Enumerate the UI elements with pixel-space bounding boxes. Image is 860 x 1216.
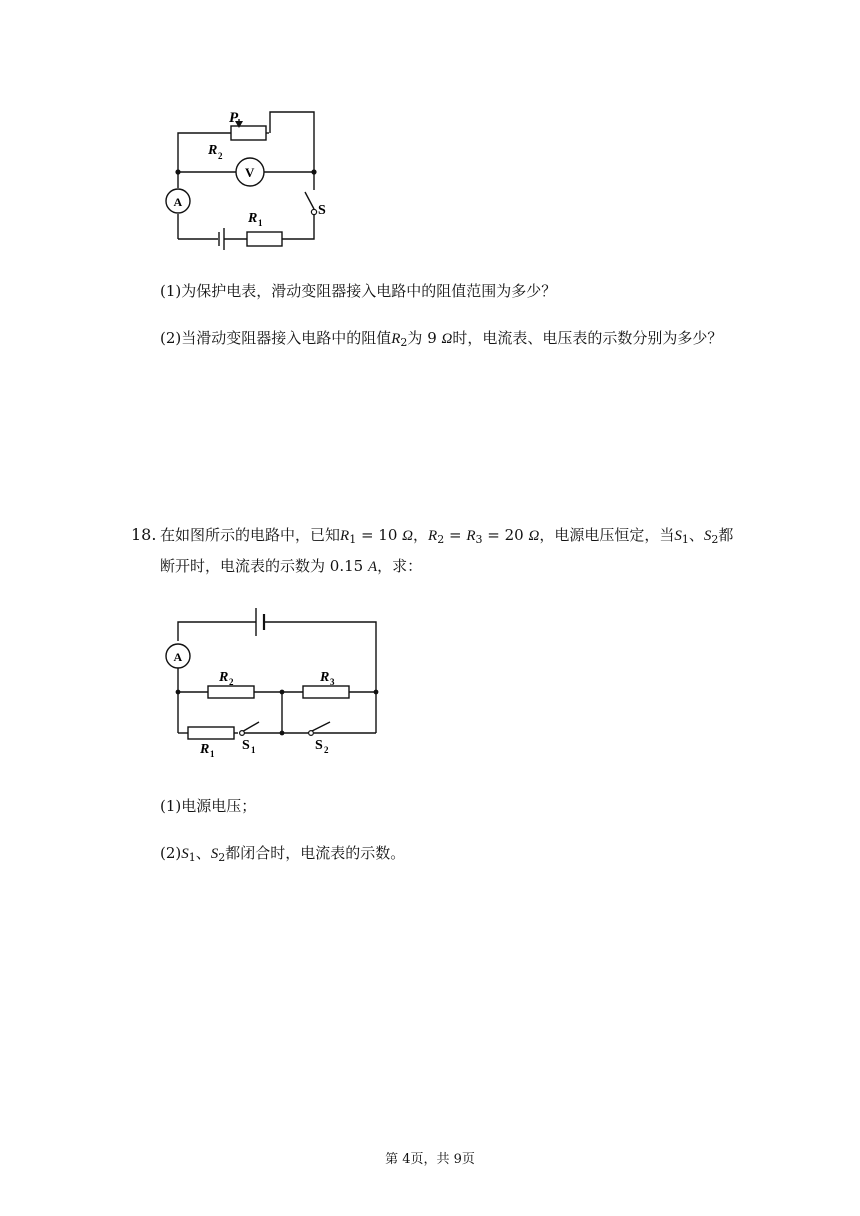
- resistor-r2: [208, 686, 254, 698]
- resistor-r1: [247, 232, 282, 246]
- q18-line1: 在如图所示的电路中，已知$R_1 = 10$ Ω，$R_2 = R_3 = 20$ Ω，电源电压恒定，当$S_1$、$S_2$都: [160, 526, 734, 546]
- slider-label: P: [229, 110, 239, 126]
- fig2-r3-label: R: [320, 670, 330, 685]
- circuit-diagram-1: [160, 100, 340, 260]
- r1-label: R: [248, 211, 258, 226]
- r2-label: R: [208, 143, 218, 158]
- switch-label: S: [318, 203, 326, 218]
- q18-line2: 断开时，电流表的示数为 0.15 A，求：: [160, 557, 423, 575]
- fig2-r2-label: R: [219, 670, 229, 685]
- voltmeter-label: V: [245, 165, 255, 180]
- q18-part1: (1)电源电压；: [160, 797, 257, 815]
- ammeter2-label: A: [173, 650, 183, 664]
- circuit-diagram-2: [160, 598, 390, 768]
- q18-part2: $(2)S_1$、$S_2$都闭合时，电流表的示数。: [160, 844, 406, 864]
- switch-s: [305, 192, 314, 209]
- q18-number: 18.: [131, 525, 157, 544]
- resistor-r3: [303, 686, 349, 698]
- q17-part2: (2)当滑动变阻器接入电路中的阻值$R_2$为 9 Ω时，电流表、电压表的示数分别为多少？: [160, 329, 723, 349]
- fig2-r3-sub: 3: [330, 677, 335, 687]
- fig2-r1-sub: 1: [210, 749, 215, 759]
- fig2-s1-label: S: [242, 738, 250, 753]
- page-footer: 第 4页，共 9页: [385, 1152, 475, 1167]
- fig2-s2-sub: 2: [324, 745, 329, 755]
- fig2-s1-sub: 1: [251, 745, 256, 755]
- fig2-r1-label: R: [200, 742, 210, 757]
- fig2-s2-label: S: [315, 738, 323, 753]
- q17-part1: (1)为保护电表，滑动变阻器接入电路中的阻值范围为多少？: [160, 282, 557, 300]
- ammeter-label: A: [173, 195, 183, 209]
- r2-sub: 2: [218, 151, 223, 161]
- rheostat-r2: [231, 126, 266, 140]
- resistor-r1: [188, 727, 234, 739]
- r1-sub: 1: [258, 218, 263, 228]
- fig2-r2-sub: 2: [229, 677, 234, 687]
